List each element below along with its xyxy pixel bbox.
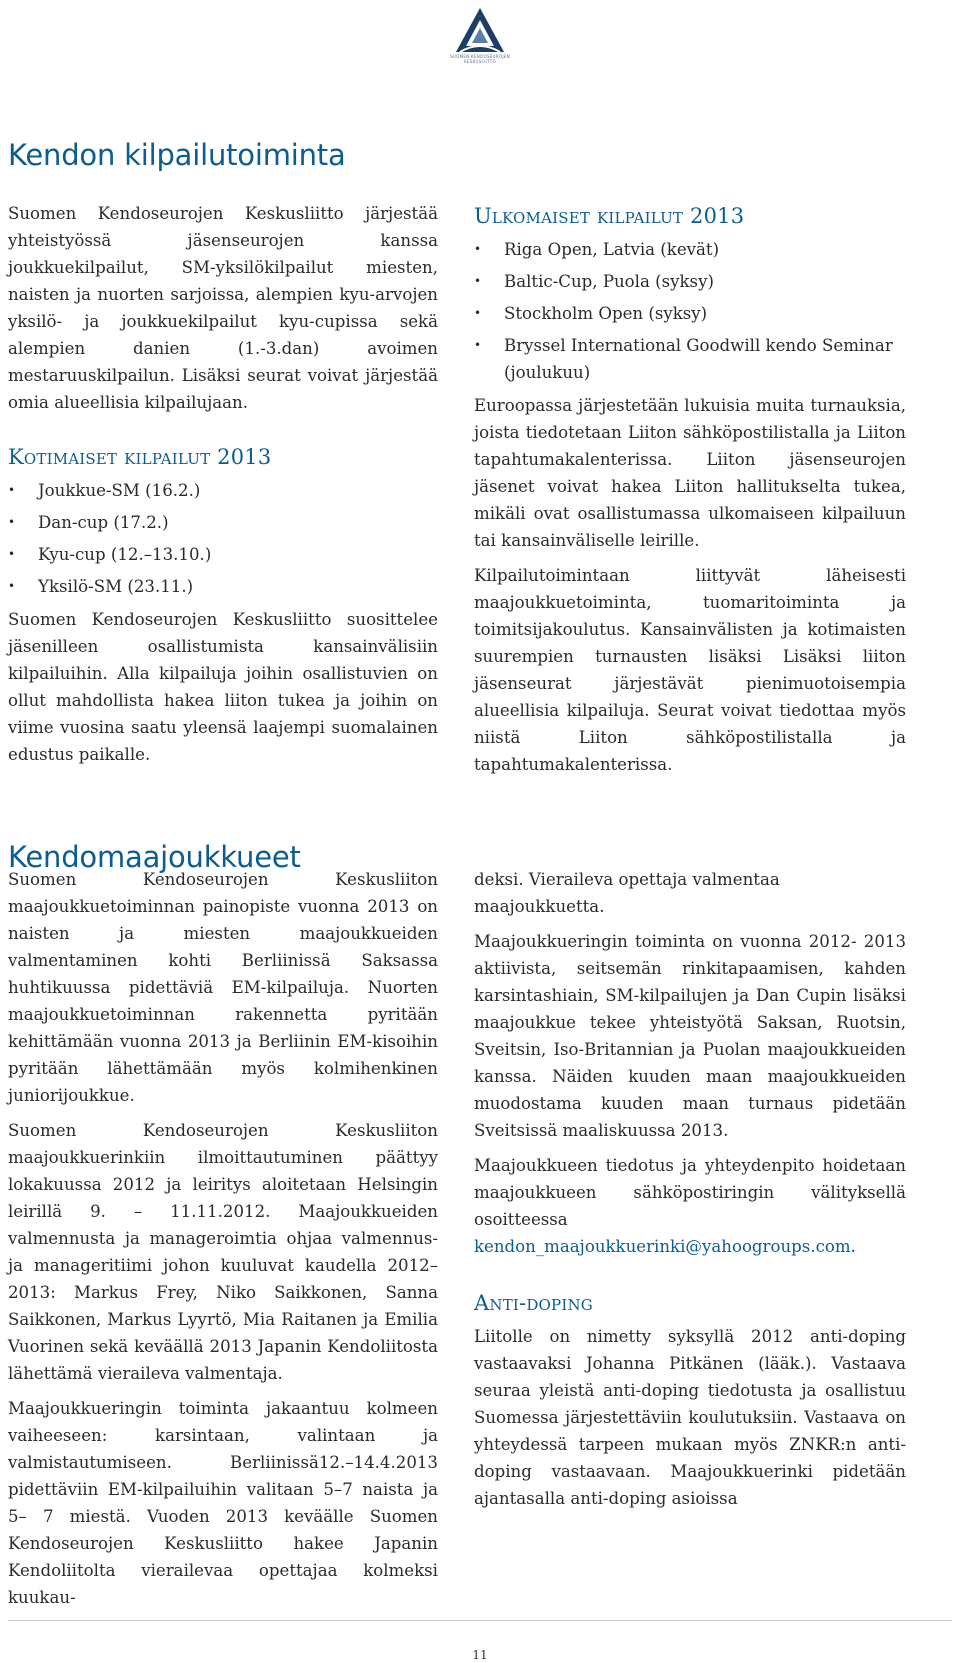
footer-divider: [8, 1620, 952, 1621]
domestic-paragraph: Suomen Kendoseurojen Keskusliitto suosittelee jäsenilleen osallistumista kansainvälisiin kilpailuihin. Alla kilpailuja joihin osallistuvien on ollut mahdollista hakea liiton tukea ja joihin on viime vuosina saatu yleensä laajempi suomalainen edustus paikalle.: [8, 610, 438, 764]
right-column-national-teams: [474, 866, 906, 1520]
list-item: • Yksilö-SM (23.11.): [8, 573, 438, 600]
left-column-competitions: [8, 200, 438, 776]
contact-text-end: .: [850, 1237, 856, 1256]
list-item: • Riga Open, Latvia (kevät): [474, 236, 906, 263]
national-team-paragraph: Suomen Kendoseurojen Keskusliiton maajoukkuerinkiin ilmoittautuminen päättyy lokakuussa 2012 ja leiritys aloitetaan Helsingin leirillä 9. – 11.11.2012. Maajoukkueiden valmennusta ja manageroimtia ohjaa valmennus- ja manageritiimi johon kuuluvat kaudella 2012–2013: Markus Frey, Niko Saikkonen, Sanna Saikkonen, Markus Lyyrtö, Mia Raitanen ja Emilia Vuorinen sekä keväällä 2013 Japanin Kendoliitosta lähettämä vieraileva valmentaja.: [8, 1121, 438, 1383]
list-item: • Dan-cup (17.2.): [8, 509, 438, 536]
list-item: • Joukkue-SM (16.2.): [8, 477, 438, 504]
national-team-paragraph: deksi. Vieraileva opettaja valmentaa maajoukkuetta.: [474, 870, 780, 916]
foreign-paragraph: Euroopassa järjestetään lukuisia muita turnauksia, joista tiedotetaan Liiton sähköpostilistalla ja Liiton tapahtumakalenterissa. Liiton jäsenseurojen jäsenet voivat hakea Liiton hallitukselta tukea, mikäli ovat osallistumassa ulkomaiseen kilpailuun tai kansainväliselle leirille.: [474, 396, 906, 550]
antidoping-paragraph: Liitolle on nimetty syksyllä 2012 anti-doping vastaavaksi Johanna Pitkänen (lääk.). Vastaava seuraa yleistä anti-doping tiedotusta ja osallistuu Suomessa järjestettäviin koulutuksiin. Vastaava on yhteydessä tarpeen mukaan myös ZNKR:n anti-doping vastaavaan. Maajoukkuerinki pidetään ajantasalla anti-doping asioissa: [474, 1327, 906, 1508]
left-column-national-teams: [8, 866, 438, 1619]
contact-text: Maajoukkueen tiedotus ja yhteydenpito hoidetaan maajoukkueen sähköpostiringin välityksellä osoitteessa: [474, 1156, 906, 1229]
logo-tagline: SUOMEN KENDOSEUROJEN KESKUSLIITTO: [450, 54, 510, 64]
domestic-list: [8, 477, 438, 600]
page-number: 11: [472, 1648, 488, 1662]
intro-paragraph: Suomen Kendoseurojen Keskusliitto järjestää yhteistyössä jäsenseurojen kanssa joukkuekilpailut, SM-yksilökilpailut miesten, naisten ja nuorten sarjoissa, alempien kyu-arvojen yksilö- ja joukkuekilpailut kyu-cupissa sekä alempien danien (1.-3.dan) avoimen mestaruuskilpailun. Lisäksi seurat voivat järjestää omia alueellisia kilpailujaan.: [8, 204, 438, 412]
section-title-competitions: Kendon kilpailutoiminta: [8, 138, 346, 172]
domestic-heading: Kotimaiset kilpailut 2013: [8, 445, 272, 469]
list-item: • Kyu-cup (12.–13.10.): [8, 541, 438, 568]
list-item: • Stockholm Open (syksy): [474, 300, 906, 327]
antidoping-heading: Anti-doping: [474, 1291, 593, 1315]
national-team-paragraph: Suomen Kendoseurojen Keskusliiton maajoukkuetoiminnan painopiste vuonna 2013 on naisten ja miesten maajoukkueiden valmentaminen kohti Berliinissä Saksassa huhtikuussa pidettäviä EM-kilpailuja. Nuorten maajoukkuetoiminnan rakennetta pyritään kehittämään vuonna 2013 ja Berliinin EM-kisoihin pyritään lähettämään myös kolmihenkinen juniorijoukkue.: [8, 870, 438, 1105]
national-team-paragraph: Maajoukkueringin toiminta jakaantuu kolmeen vaiheeseen: karsintaan, valintaan ja valmistautumiseen. Berliinissä12.–14.4.2013 pidettäviin EM-kilpailuihin valitaan 5–7 naista ja 5– 7 miestä. Vuoden 2013 keväälle Suomen Kendoseurojen Keskusliitto hakee Japanin Kendoliitolta vierailevaa opettajaa kolmeksi kuukau-: [8, 1399, 438, 1607]
section-title-national-teams: Kendomaajoukkueet: [8, 840, 301, 874]
list-item: • Bryssel International Goodwill kendo Seminar (joulukuu): [474, 332, 906, 386]
foreign-list: [474, 236, 906, 386]
right-column-competitions: [474, 203, 906, 786]
contact-paragraph: [474, 1152, 906, 1260]
national-team-paragraph: Maajoukkueringin toiminta on vuonna 2012- 2013 aktiivista, seitsemän rinkitapaamisen, kahden karsintashiain, SM-kilpailujen ja Dan Cupin lisäksi maajoukkue tekee yhteistyötä Saksan, Ruotsin, Sveitsin, Iso-Britannian ja Puolan maajoukkueiden kanssa. Näiden kuuden maan maajoukkueiden muodostama kuuden maan turnaus pidetään Sveitsissä maaliskuussa 2013.: [474, 932, 906, 1140]
list-item: • Baltic-Cup, Puola (syksy): [474, 268, 906, 295]
email-link[interactable]: kendon_maajoukkuerinki@yahoogroups.com: [474, 1237, 851, 1256]
foreign-paragraph-2: Kilpailutoimintaan liittyvät läheisesti maajoukkuetoiminta, tuomaritoiminta ja toimitsijakoulutus. Kansainvälisten ja kotimaisten suurempien turnausten lisäksi Lisäksi liiton jäsenseurat järjestävät pienimuotoisempia alueellisia kilpailuja. Seurat voivat tiedottaa myös niistä Liiton sähköpostilistalla ja tapahtumakalenterissa.: [474, 566, 906, 774]
foreign-heading: Ulkomaiset kilpailut 2013: [474, 204, 745, 228]
